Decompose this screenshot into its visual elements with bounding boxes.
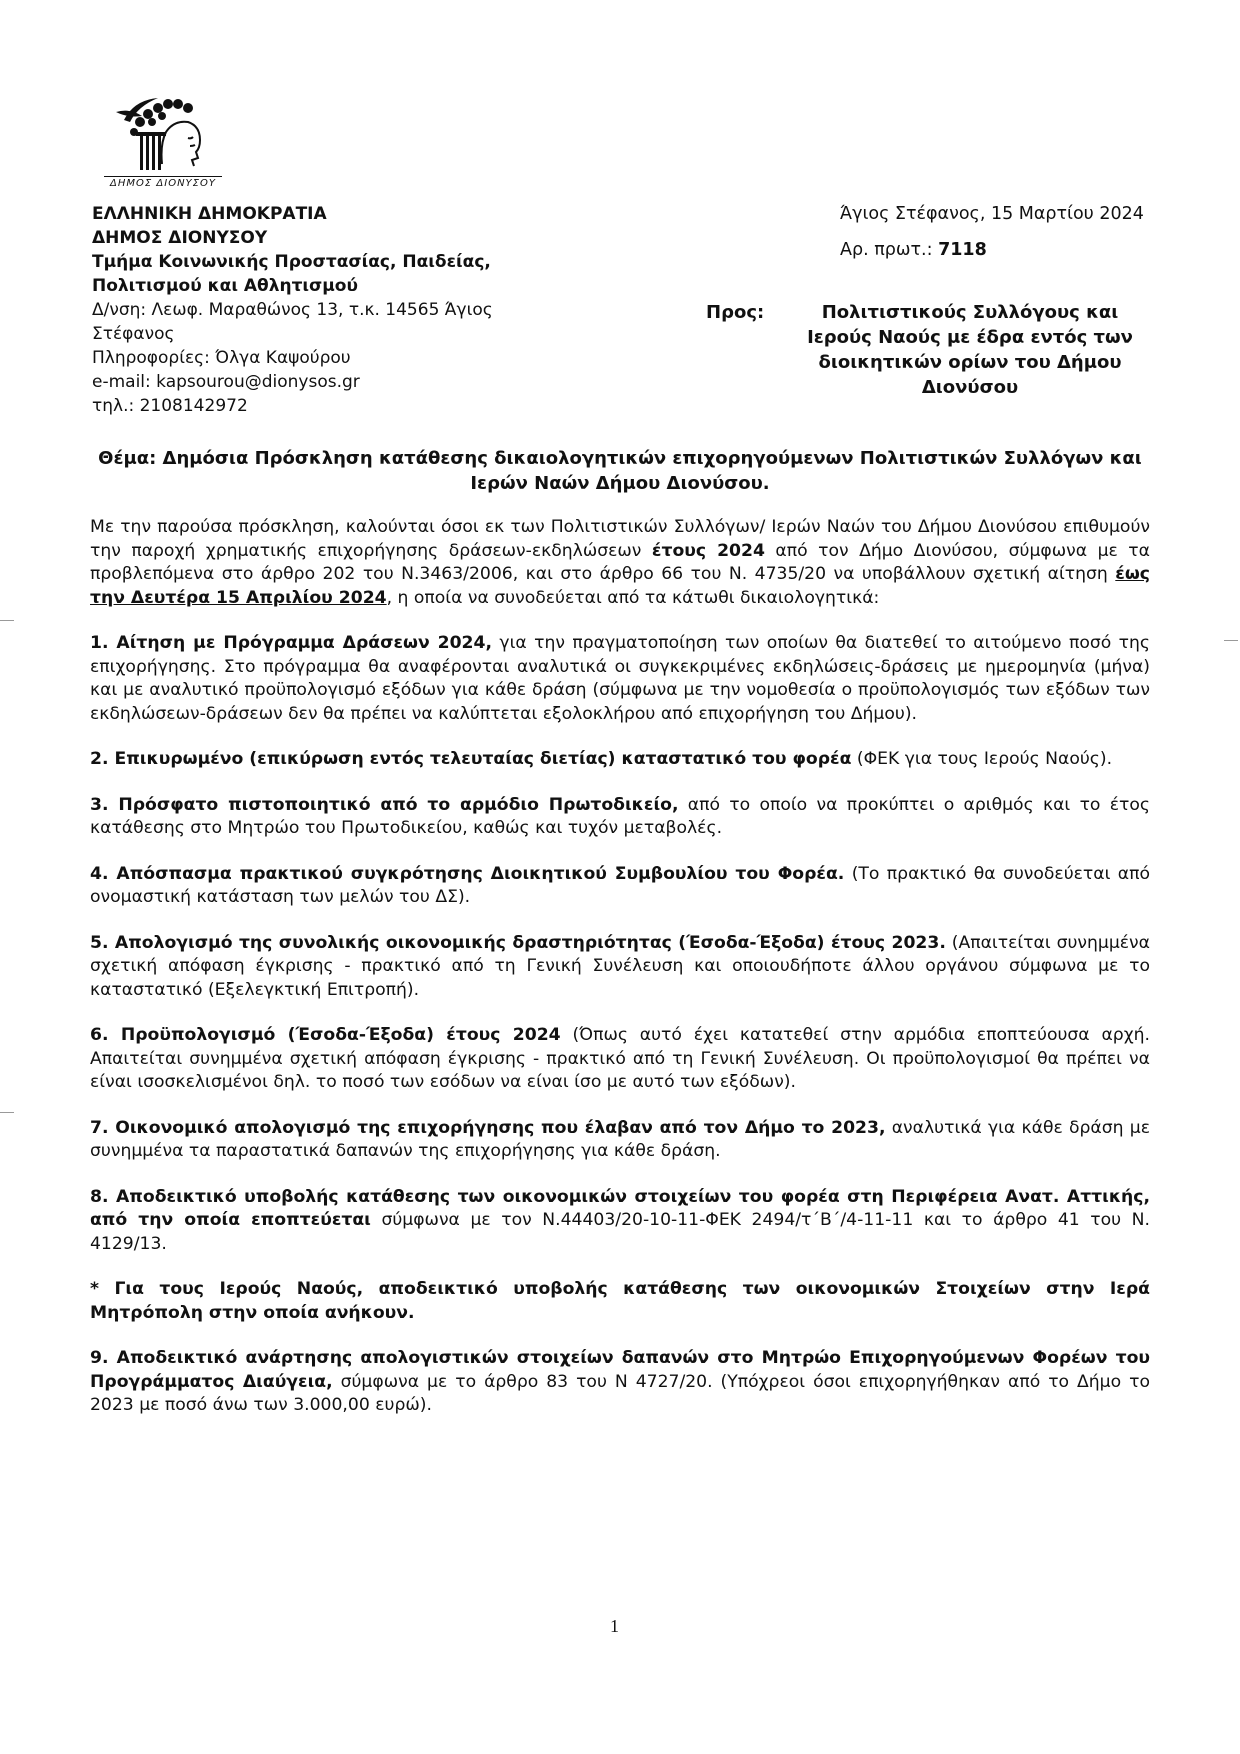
sender-email: e-mail: kapsourou@dionysos.gr bbox=[92, 372, 360, 392]
sender-municipality: ΔΗΜΟΣ ΔΙΟΝΥΣΟΥ bbox=[92, 228, 268, 248]
document-date: Άγιος Στέφανος, 15 Μαρτίου 2024 bbox=[840, 204, 1144, 224]
requirement-text: (ΦΕΚ για τους Ιερούς Ναούς). bbox=[851, 749, 1113, 769]
requirement-item bbox=[90, 1347, 1150, 1418]
logo-caption: ΔΗΜΟΣ ΔΙΟΝΥΣΟΥ bbox=[104, 176, 222, 189]
requirement-item bbox=[90, 748, 1150, 772]
scan-artifact bbox=[0, 1112, 14, 1113]
sender-phone: τηλ.: 2108142972 bbox=[92, 396, 248, 416]
protocol-value: 7118 bbox=[938, 240, 987, 260]
document-body bbox=[90, 516, 1150, 1440]
recipient-label: Προς: bbox=[706, 302, 765, 323]
sender-country: ΕΛΛΗΝΙΚΗ ΔΗΜΟΚΡΑΤΙΑ bbox=[92, 204, 327, 224]
subject-heading bbox=[90, 446, 1150, 496]
page-number: 1 bbox=[610, 1616, 619, 1636]
intro-year: έτους 2024 bbox=[651, 540, 765, 561]
intro-text: Με την παρούσα πρόσκληση, καλούνται όσοι εκ των Πολιτιστικών Συλλόγων/ Ιερών Ναών του Δήμου Διονύσου επιθυμούν την παροχή χρηματικής επιχορήγησης δράσεων-εκδηλώσεων bbox=[90, 517, 1150, 561]
subject-line: Ιερών Ναών Δήμου Διονύσου. bbox=[470, 473, 770, 494]
requirement-text: σύμφωνα με το άρθρο 83 του Ν 4727/20. (Υπόχρεοι όσοι επιχορηγήθηκαν από το Δήμο το 2023 με ποσό άνω των 3.000,00 ευρώ). bbox=[90, 1371, 1150, 1415]
recipient-line: Διονύσου bbox=[921, 377, 1019, 398]
requirement-title: 5. Απολογισμό της συνολικής οικονομικής δραστηριότητας (Έσοδα-Έξοδα) έτους 2023. bbox=[90, 932, 946, 953]
intro-text: , η οποία να συνοδεύεται από τα κάτωθι δικαιολογητικά: bbox=[386, 587, 880, 608]
sender-department-cont: Πολιτισμού και Αθλητισμού bbox=[92, 276, 358, 296]
intro-paragraph bbox=[90, 516, 1150, 610]
dionysus-head-emblem-icon bbox=[104, 84, 222, 176]
requirement-text: για την πραγματοποίηση των οποίων θα διατεθεί το αιτούμενο ποσό της επιχορήγησης. Στο πρόγραμμα θα αναφέρονται αναλυτικά οι συγκεκριμένες εκδηλώσεις-δράσεις με ημερομηνία (μήνα) και με αναλυτικό προϋπολογισμό εξόδων για κάθε δράση (σύμφωνα με την νομοθεσία ο προϋπολογισμός των εξόδων των εκδηλώσεων-δράσεων δεν θα πρέπει να καλύπτεται εξολοκλήρου από επιχορήγηση του Δήμου). bbox=[90, 633, 1150, 724]
requirement-item bbox=[90, 632, 1150, 726]
requirement-title: 6. Προϋπολογισμό (Έσοδα-Έξοδα) έτους 2024 bbox=[90, 1025, 561, 1045]
requirement-title: 2. Επικυρωμένο (επικύρωση εντός τελευταίας διετίας) καταστατικό του φορέα bbox=[90, 749, 852, 769]
requirement-title: 9. Αποδεικτικό ανάρτησης απολογιστικών στοιχείων δαπανών στο Μητρώο Επιχορηγούμενων Φορέων του Προγράμματος Διαύγεια, bbox=[90, 1348, 1150, 1392]
sender-department: Τμήμα Κοινωνικής Προστασίας, Παιδείας, bbox=[92, 252, 491, 272]
requirement-text: (Το πρακτικό θα συνοδεύεται από ονομαστική κατάσταση των μελών του ΔΣ). bbox=[90, 863, 1150, 907]
recipient-line: Πολιτιστικούς Συλλόγους και bbox=[821, 302, 1119, 323]
requirement-title: * Για τους Ιερούς Ναούς, αποδεικτικό υποβολής κατάθεσης των οικονομικών Στοιχείων στην Ιερά Μητρόπολη στην οποία ανήκουν. bbox=[90, 1279, 1150, 1323]
requirement-item bbox=[90, 932, 1150, 1003]
intro-deadline: έως την Δευτέρα 15 Απριλίου 2024 bbox=[90, 564, 1150, 608]
requirement-note bbox=[90, 1278, 1150, 1325]
requirement-title: 3. Πρόσφατο πιστοποιητικό από το αρμόδιο Πρωτοδικείο, bbox=[90, 794, 679, 815]
requirement-item bbox=[90, 1186, 1150, 1257]
requirement-title: 1. Αίτηση με Πρόγραμμα Δράσεων 2024, bbox=[90, 633, 492, 653]
sender-address: Δ/νση: Λεωφ. Μαραθώνος 13, τ.κ. 14565 Άγιος bbox=[92, 300, 493, 320]
sender-block bbox=[92, 202, 532, 418]
intro-text: από τον Δήμο Διονύσου, σύμφωνα με τα προβλεπόμενα στο άρθρο 202 του Ν.3463/2006, και στο άρθρο 66 του Ν. 4735/20 να υποβάλλουν σχετική αίτηση bbox=[90, 540, 1150, 584]
recipient-line: Ιερούς Ναούς με έδρα εντός των bbox=[807, 327, 1133, 348]
requirement-item bbox=[90, 1117, 1150, 1164]
requirement-text: (Απαιτείται συνημμένα σχετική απόφαση έγκρισης - πρακτικό από τη Γενική Συνέλευση και οποιουδήποτε άλλου οργάνου σύμφωνα με το καταστατικό (Εξελεγκτική Επιτροπή). bbox=[90, 932, 1150, 1000]
sender-address-cont: Στέφανος bbox=[92, 324, 175, 344]
scan-artifact bbox=[1224, 640, 1238, 641]
requirement-item bbox=[90, 1024, 1150, 1095]
requirement-title: 7. Οικονομικό απολογισμό της επιχορήγησης που έλαβαν από τον Δήμο το 2023, bbox=[90, 1117, 886, 1138]
requirement-title: 4. Απόσπασμα πρακτικού συγκρότησης Διοικητικού Συμβουλίου του Φορέα. bbox=[90, 863, 845, 884]
protocol-label: Αρ. πρωτ.: bbox=[840, 240, 939, 260]
recipient-line: διοικητικών ορίων του Δήμου bbox=[818, 352, 1122, 373]
sender-contact-person: Πληροφορίες: Όλγα Καψούρου bbox=[92, 348, 351, 368]
subject-line: Θέμα: Δημόσια Πρόσκληση κατάθεσης δικαιολογητικών επιχορηγούμενων Πολιτιστικών Συλλόγων και bbox=[98, 448, 1142, 469]
requirement-item bbox=[90, 794, 1150, 841]
requirement-text: (Όπως αυτό έχει κατατεθεί στην αρμόδια εποπτεύουσα αρχή. Απαιτείται συνημμένα σχετική απόφαση έγκρισης - πρακτικό από τη Γενική Συνέλευση. Οι προϋπολογισμοί θα πρέπει να είναι ισοσκελισμένοι δηλ. το ποσό των εσόδων να είναι ίσο με αυτό των εξόδων). bbox=[90, 1025, 1150, 1092]
protocol-number bbox=[840, 240, 987, 260]
requirement-item bbox=[90, 863, 1150, 910]
requirement-text: σύμφωνα με τον Ν.44403/20-10-11-ΦΕΚ 2494/τ΄Β΄/4-11-11 και το άρθρο 41 του Ν. 4129/13. bbox=[90, 1210, 1150, 1254]
requirement-text: από το οποίο να προκύπτει ο αριθμός και το έτος κατάθεσης στο Μητρώο του Πρωτοδικείου, καθώς και τυχόν μεταβολές. bbox=[90, 794, 1150, 838]
requirement-title: 8. Αποδεικτικό υποβολής κατάθεσης των οικονομικών στοιχείων του φορέα στη Περιφέρεια Ανατ. Αττικής, από την οποία εποπτεύεται bbox=[90, 1186, 1150, 1230]
requirement-text: αναλυτικά για κάθε δράση με συνημμένα τα παραστατικά δαπανών της επιχορήγησης για κάθε δράση. bbox=[90, 1117, 1150, 1161]
municipality-logo bbox=[104, 84, 222, 194]
recipient-block bbox=[790, 300, 1150, 400]
scan-artifact bbox=[0, 620, 14, 621]
